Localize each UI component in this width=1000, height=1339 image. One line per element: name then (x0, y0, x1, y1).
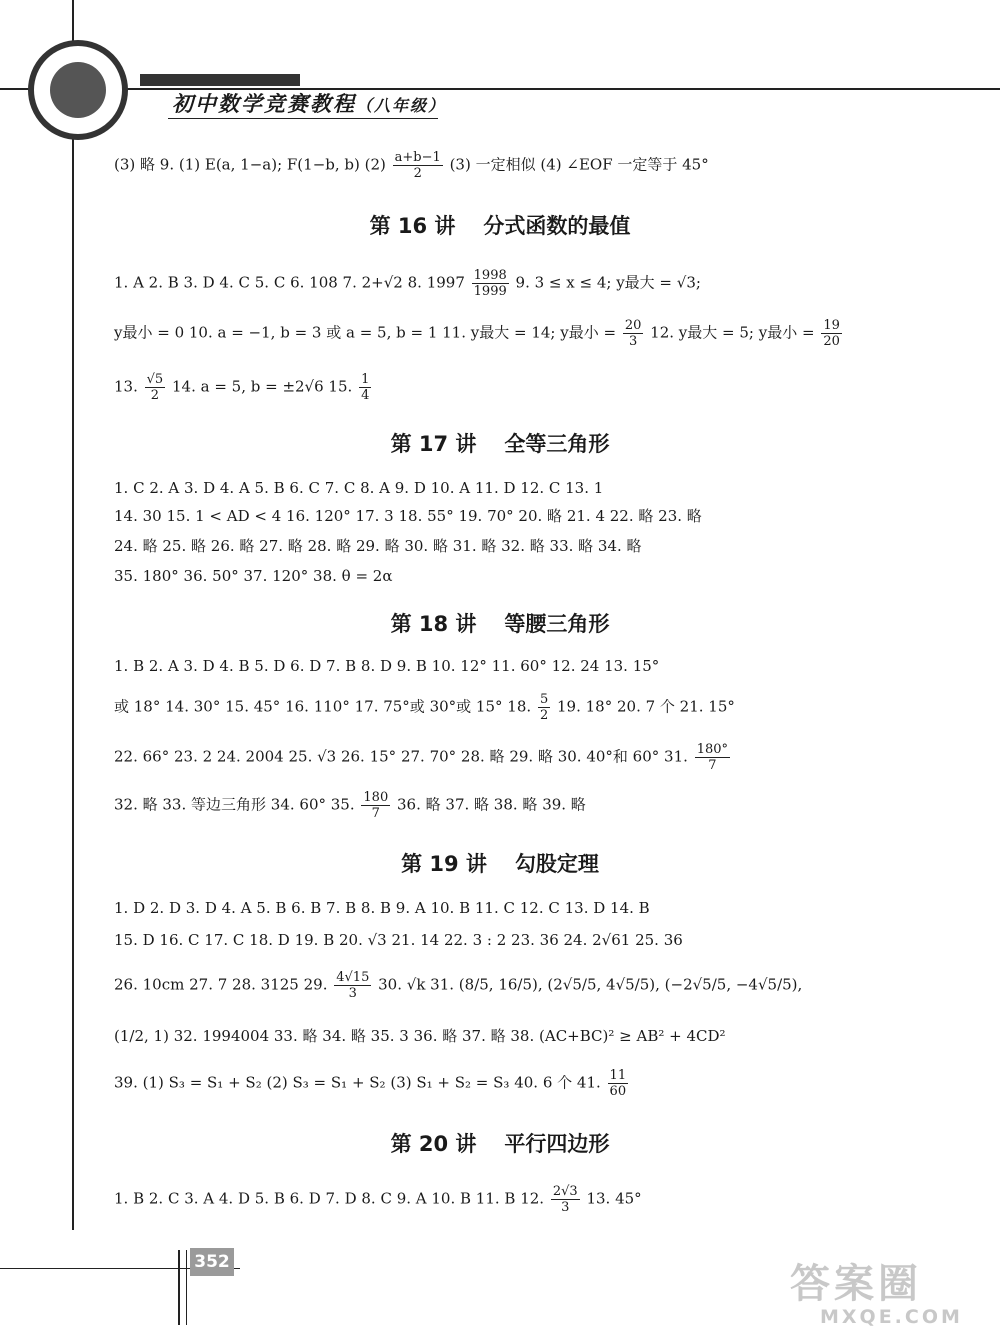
fraction: $\frac{√5}{2}$ (146, 372, 164, 403)
answer-line: 22. 66° 23. 2 24. 2004 25. √3 26. 15° 27. 70° 28. 略 29. 略 30. 40°和 60° 31. $\frac{180^\circ}{7}$ (114, 742, 729, 773)
section-title: 第 18 讲 等腰三角形 (390, 612, 610, 636)
answer-line: 1. B 2. A 3. D 4. B 5. D 6. D 7. B 8. D 9. B 10. 12° 11. 60° 12. 24 13. 15° (114, 657, 660, 675)
answer-line: 14. 30 15. 1 < AD < 4 16. 120° 17. 3 18. 55° 19. 70° 20. 略 21. 4 22. 略 23. 略 (114, 507, 702, 525)
fraction: $\frac{180^\circ}{7}$ (696, 742, 729, 773)
fraction: $\frac{5}{2}$ (539, 692, 549, 723)
section-title: 第 17 讲 全等三角形 (390, 432, 610, 456)
answer-line: 39. (1) S₃ = S₁ + S₂ (2) S₃ = S₁ + S₂ (3) S₁ + S₂ = S₃ 40. 6 个 41. $\frac{11}{60}$ (114, 1068, 627, 1099)
answer-line: 1. C 2. A 3. D 4. A 5. B 6. C 7. C 8. A 9. D 10. A 11. D 12. C 13. 1 (114, 479, 604, 497)
section-title: 第 19 讲 勾股定理 (401, 852, 599, 876)
answer-line: 32. 略 33. 等边三角形 34. 60° 35. $\frac{180}{7}$ 36. 略 37. 略 38. 略 39. 略 (114, 790, 586, 821)
watermark: 答案圈 MXQE.COM (790, 1261, 963, 1328)
footer-vrule (186, 1250, 187, 1325)
section-title: 第 20 讲 平行四边形 (390, 1132, 610, 1156)
answer-line: (1/2, 1) 32. 1994004 33. 略 34. 略 35. 3 36. 略 37. 略 38. (AC+BC)² ≥ AB² + 4CD² (114, 1027, 726, 1045)
answer-line: 26. 10cm 27. 7 28. 3125 29. $\frac{4√15}{3}$ 30. √k 31. (8/5, 16/5), (2√5/5, 4√5/5), (−2√5/5, −4√5/5), (114, 970, 803, 1001)
section-title: 第 16 讲 分式函数的最值 (369, 214, 631, 238)
header-rule (0, 88, 1000, 90)
answer-line: 1. D 2. D 3. D 4. A 5. B 6. B 7. B 8. B 9. A 10. B 11. C 12. C 13. D 14. B (114, 899, 650, 917)
answer-line: y最小 = 0 10. a = −1, b = 3 或 a = 5, b = 1 11. y最大 = 14; y最小 = $\frac{20}{3}$ 12. y最大 = 5; y最小 = $\frac{19}{20}$ (114, 318, 840, 349)
fraction: $\frac{11}{60}$ (609, 1068, 627, 1099)
answer-line: 1. B 2. C 3. A 4. D 5. B 6. D 7. D 8. C 9. A 10. B 11. B 12. $\frac{2√3}{3}$ 13. 45° (114, 1184, 642, 1215)
answer-line: 1. A 2. B 3. D 4. C 5. C 6. 108 7. 2+√2 8. 1997 $\frac{1998}{1999}$ 9. 3 ≤ x ≤ 4; y最大 = √3; (114, 268, 701, 299)
book-title: 初中数学竞赛教程（八年级） (172, 92, 447, 116)
page-number: 352 (190, 1248, 234, 1276)
answer-line: 35. 180° 36. 50° 37. 120° 38. θ = 2α (114, 567, 393, 585)
header-bar (140, 74, 300, 86)
answer-line: (3) 略 9. (1) E(a, 1−a); F(1−b, b) (2) $\frac{a+b-1}{2}$ (3) 一定相似 (4) ∠EOF 一定等于 45° (114, 150, 709, 181)
lamp-icon (50, 62, 106, 118)
fraction: $\frac{20}{3}$ (624, 318, 642, 349)
fraction: $\frac{2√3}{3}$ (552, 1184, 578, 1215)
answer-line: 24. 略 25. 略 26. 略 27. 略 28. 略 29. 略 30. 略 31. 略 32. 略 33. 略 34. 略 (114, 537, 642, 555)
answer-line: 15. D 16. C 17. C 18. D 19. B 20. √3 21. 14 22. 3 : 2 23. 36 24. 2√61 25. 36 (114, 931, 683, 949)
fraction: $\frac{1998}{1999}$ (473, 268, 507, 299)
fraction: $\frac{a+b-1}{2}$ (394, 150, 441, 181)
footer-vrule (178, 1250, 180, 1325)
fraction: $\frac{180}{7}$ (363, 790, 389, 821)
title-underline (168, 118, 438, 119)
fraction: $\frac{1}{4}$ (361, 372, 370, 403)
fraction: $\frac{4√15}{3}$ (336, 970, 370, 1001)
book-subtitle: （八年级） (356, 96, 447, 115)
answer-line: 或 18° 14. 30° 15. 45° 16. 110° 17. 75°或 30°或 15° 18. $\frac{5}{2}$ 19. 18° 20. 7 个 21. 15° (114, 692, 735, 723)
fraction: $\frac{19}{20}$ (823, 318, 840, 349)
answer-line: 13. $\frac{√5}{2}$ 14. a = 5, b = ±2√6 15. $\frac{1}{4}$ (114, 372, 370, 403)
